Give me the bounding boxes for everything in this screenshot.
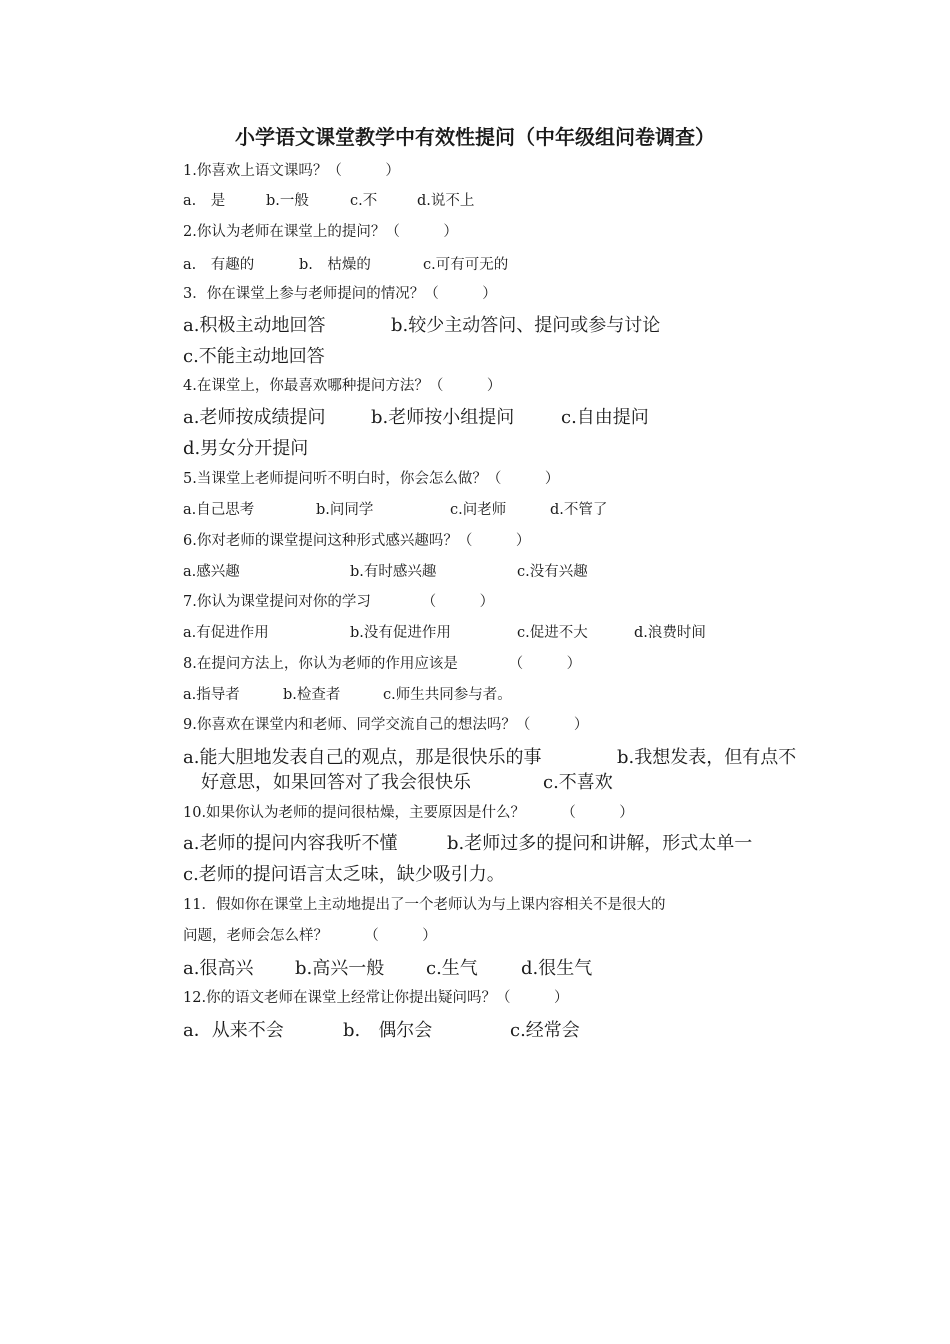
option-b: b.我想发表，但有点不 (617, 747, 797, 768)
option-b: b.一般 (266, 193, 309, 209)
question-8: 8.在提问方法上，你认为老师的作用应该是 （ ） (183, 656, 582, 672)
question-5: 5.当课堂上老师提问听不明白时，你会怎么做？（ ） (183, 471, 560, 487)
option-b: b.较少主动答问、提问或参与讨论 (391, 315, 661, 336)
option-c: c.不 (350, 193, 378, 209)
option-b: b. 枯燥的 (299, 257, 371, 273)
option-a: a．从来不会 (183, 1020, 284, 1041)
option-c: c.老师的提问语言太乏味，缺少吸引力。 (183, 864, 505, 885)
question-7: 7.你认为课堂提问对你的学习 （ ） (183, 594, 495, 610)
option-d: d.说不上 (417, 193, 475, 209)
option-c: c.没有兴趣 (517, 564, 588, 580)
option-c: c.问老师 (450, 502, 507, 518)
option-c: c.不喜欢 (543, 772, 613, 793)
question-6: 6.你对老师的课堂提问这种形式感兴趣吗？（ ） (183, 533, 531, 549)
option-c: c.师生共同参与者。 (383, 687, 512, 703)
question-11: 11．假如你在课堂上主动地提出了一个老师认为与上课内容相关不是很大的 (183, 897, 666, 913)
option-a: a.指导者 (183, 687, 240, 703)
option-c: c.可有可无的 (423, 257, 509, 273)
option-b: b.问同学 (316, 502, 374, 518)
option-b: b. 偶尔会 (343, 1020, 433, 1041)
option-b: b.老师过多的提问和讲解，形式太单一 (447, 833, 753, 854)
document-title: 小学语文课堂教学中有效性提问（中年级组问卷调查） (235, 125, 715, 149)
question-12: 12.你的语文老师在课堂上经常让你提出疑问吗？（ ） (183, 990, 569, 1006)
question-1: 1.你喜欢上语文课吗？（ ） (183, 163, 400, 179)
option-a: a.有促进作用 (183, 625, 269, 641)
option-a: a.老师按成绩提问 (183, 407, 326, 428)
option-b: b.高兴一般 (295, 958, 385, 979)
question-9: 9.你喜欢在课堂内和老师、同学交流自己的想法吗？（ ） (183, 717, 589, 733)
option-d: d.不管了 (550, 502, 608, 518)
question-2: 2.你认为老师在课堂上的提问？（ ） (183, 224, 458, 240)
option-b: b.检查者 (283, 687, 341, 703)
option-b: b.没有促进作用 (350, 625, 451, 641)
option-a: a.感兴趣 (183, 564, 240, 580)
option-c: c.生气 (426, 958, 478, 979)
option-d: d.浪费时间 (634, 625, 706, 641)
question-10: 10.如果你认为老师的提问很枯燥，主要原因是什么？ （ ） (183, 805, 634, 821)
option-b: b.老师按小组提问 (371, 407, 515, 428)
option-c: c.促进不大 (517, 625, 588, 641)
option-b: b.有时感兴趣 (350, 564, 437, 580)
option-a: a. 有趣的 (183, 257, 255, 273)
option-c: c.经常会 (510, 1020, 580, 1041)
option-a: a. 是 (183, 193, 226, 209)
option-a: a.老师的提问内容我听不懂 (183, 833, 398, 854)
option-a: a.能大胆地发表自己的观点，那是很快乐的事 (183, 747, 542, 768)
option-a: a.很高兴 (183, 958, 254, 979)
option-c: c.自由提问 (561, 407, 649, 428)
question-4: 4.在课堂上，你最喜欢哪种提问方法？（ ） (183, 378, 502, 394)
question-3: 3．你在课堂上参与老师提问的情况？（ ） (183, 286, 497, 302)
option-a: a.积极主动地回答 (183, 315, 326, 336)
option-d: d.很生气 (521, 958, 593, 979)
option-c: c.不能主动地回答 (183, 346, 325, 367)
question-11-continued: 问题，老师会怎么样？ （ ） (183, 928, 437, 944)
option-b-continued: 好意思，如果回答对了我会很快乐 (201, 772, 471, 793)
option-d: d.男女分开提问 (183, 438, 309, 459)
option-a: a.自己思考 (183, 502, 255, 518)
